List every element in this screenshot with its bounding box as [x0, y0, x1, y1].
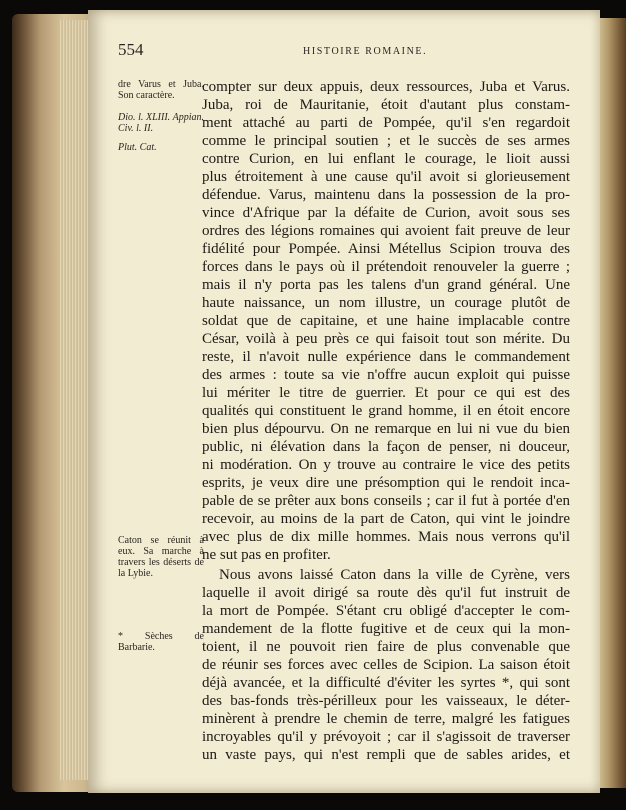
text-line: haute naissance, un nom illustre, un courage plutôt de	[202, 295, 570, 311]
text-line: mais il n'y porta pas les talens d'un grand général. Une	[202, 277, 570, 293]
text-line: mandement de la flotte fugitive et de ceux qui la mon-	[202, 621, 570, 637]
text-line: avec plus de dix mille hommes. Mais nous verrons qu'il	[202, 529, 570, 545]
margin-note-dio-appian: Dio. l. XLIII. Appian. Civ. l. II.	[118, 112, 204, 134]
text-line: ment attaché au parti de Pompée, qu'il s'en regardoit	[202, 115, 570, 131]
text-line: fidélité pour Pompée. Ainsi Métellus Scipion trouva des	[202, 241, 570, 257]
text-line: incroyables qu'il y prévoyoit ; car il s'agissoit de traverser	[202, 729, 570, 745]
text-line: un vaste pays, qui n'est rempli que de sables arides, et	[202, 747, 570, 763]
margin-note-plut-cat: Plut. Cat.	[118, 142, 157, 153]
text-line: défendue. Varus, maintenu dans la possession de la pro-	[202, 187, 570, 203]
text-line: minèrent à prendre le chemin de terre, malgré les fatigues	[202, 711, 570, 727]
text-line: ni modération. On y trouve au contraire le vice des petits	[202, 457, 570, 473]
margin-note-varus-juba: dre Varus et Juba. Son caractère.	[118, 79, 204, 101]
text-line: déjà avancée, et la difficulté d'éviter les syrtes *, qui sont	[202, 675, 570, 691]
text-line: des armes : toute sa vie n'offre aucun exploit qui puisse	[202, 367, 570, 383]
text-line: soldat que de capitaine, et une haine implacable contre	[202, 313, 570, 329]
text-line: comme le principal soutien ; et le succès de ses armes	[202, 133, 570, 149]
text-line: Juba, roi de Mauritanie, étoit d'autant plus constam-	[202, 97, 570, 113]
book-cover-right	[596, 18, 626, 788]
text-line: Nous avons laissé Caton dans la ville de Cyrène, vers	[219, 567, 570, 583]
text-line: public, ni élévation dans la façon de penser, ni douceur,	[202, 439, 570, 455]
text-line: vince d'Afrique par la défaite de Curion, avoit sous ses	[202, 205, 570, 221]
text-line: reste, il n'avoit nulle expérience dans le commandement	[202, 349, 570, 365]
text-line: laquelle il avoit dirigé sa route dès qu'il fut instruit de	[202, 585, 570, 601]
text-line: forces dans le pays où il prétendoit renouveler la guerre ;	[202, 259, 570, 275]
text-line: pable de se prêter aux bons conseils ; car il fut à portée d'en	[202, 493, 570, 509]
margin-note-seches: * Sèches de Barbarie.	[118, 631, 204, 653]
text-line: ordres des légions romaines qui avoient fait preuve de leur	[202, 223, 570, 239]
text-line: esprits, je veux dire une présomption qui le rendoit inca-	[202, 475, 570, 491]
page-number: 554	[118, 40, 144, 59]
text-line: qualités qui constituent le grand homme, il en étoit encore	[202, 403, 570, 419]
text-line: de réunir ses forces avec celles de Scipion. La saison étoit	[202, 657, 570, 673]
text-line: ne sut pas en profiter.	[202, 547, 331, 563]
text-line: bien plus dépourvu. On ne remarque en lui ni vue du bien	[202, 421, 570, 437]
text-line: lui mériter le titre de guerrier. Et pour ce qui est des	[202, 385, 570, 401]
text-line: recevoir, au moins de la part de Caton, qui vint le joindre	[202, 511, 570, 527]
running-title: HISTOIRE ROMAINE.	[303, 46, 428, 57]
text-line: compter sur deux appuis, deux ressources, Juba et Varus.	[202, 79, 570, 95]
text-line: la mort de Pompée. S'étant cru obligé d'accepter le com-	[202, 603, 570, 619]
text-line: des bas-fonds très-périlleux pour les vaisseaux, le déter-	[202, 693, 570, 709]
text-line: plus étroitement à une cause qu'il avoit si glorieusement	[202, 169, 570, 185]
text-line: contre Curion, en lui enflant le courage, le lioit aussi	[202, 151, 570, 167]
text-line: toient, il ne pouvoit rien faire de plus convenable que	[202, 639, 570, 655]
margin-note-caton: Caton se réunit à eux. Sa marche à travers les déserts de la Lybie.	[118, 535, 204, 579]
text-line: César, voilà à peu près ce qui faisoit tout son mérite. Du	[202, 331, 570, 347]
page-header	[118, 40, 588, 62]
